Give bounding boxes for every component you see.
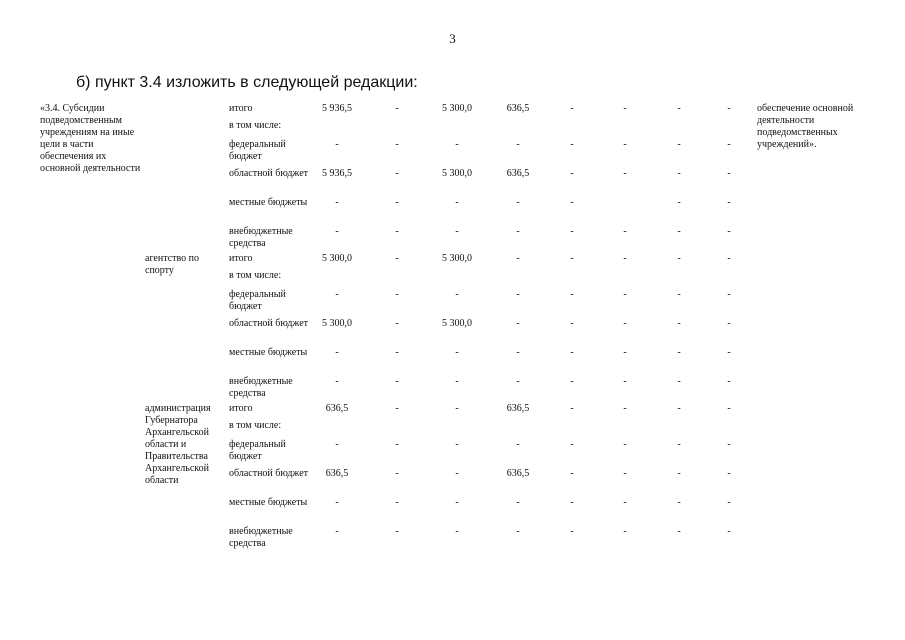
table-cell: - [395, 468, 399, 479]
funding-source-label: в том числе: [229, 120, 282, 131]
table-cell: - [335, 347, 339, 358]
table-cell: - [395, 197, 399, 208]
table-cell: - [677, 318, 681, 329]
table-cell: - [677, 253, 681, 264]
table-cell: - [335, 526, 339, 537]
funding-source-label: местные бюджеты [229, 197, 308, 208]
table-cell: - [623, 439, 627, 450]
funding-source-label: федеральный бюджет [229, 439, 286, 462]
table-cell: - [395, 526, 399, 537]
table-cell: 636,5 [506, 468, 530, 479]
table-cell: - [623, 497, 627, 508]
table-cell: 5 300,0 [442, 103, 472, 114]
table-cell: - [623, 376, 627, 387]
table-cell: - [455, 468, 459, 479]
table-cell: - [727, 347, 731, 358]
table-cell: - [570, 103, 574, 114]
table-cell: - [570, 253, 574, 264]
table-cell: - [395, 168, 399, 179]
table-cell: - [395, 226, 399, 237]
table-cell: - [455, 497, 459, 508]
table-cell: - [570, 526, 574, 537]
table-cell: - [727, 439, 731, 450]
table-cell: - [570, 376, 574, 387]
table-cell: - [727, 376, 731, 387]
table-cell: - [455, 347, 459, 358]
table-cell: - [335, 497, 339, 508]
table-cell: - [677, 197, 681, 208]
table-cell: - [677, 468, 681, 479]
table-cell: - [677, 226, 681, 237]
table-cell: - [455, 376, 459, 387]
page-number: 3 [449, 31, 456, 46]
table-cell: - [516, 376, 520, 387]
funding-source-label: федеральный бюджет [229, 139, 286, 162]
table-cell: - [727, 168, 731, 179]
table-cell: - [395, 139, 399, 150]
table-cell: - [335, 289, 339, 300]
table-cell: 5 300,0 [442, 318, 472, 329]
table-cell: - [455, 197, 459, 208]
table-cell: - [570, 168, 574, 179]
funding-source-label: местные бюджеты [229, 497, 308, 508]
table-cell: 636,5 [506, 403, 530, 414]
table-cell: - [623, 526, 627, 537]
table-cell: - [623, 253, 627, 264]
subject-cell: «3.4. Субсидии подведомственным учреждениям на иные цели в части обеспечения их основной деятельности [40, 103, 141, 174]
funding-source-label: итого [229, 403, 253, 414]
table-cell: - [455, 139, 459, 150]
table-cell: - [335, 376, 339, 387]
table-cell: - [677, 168, 681, 179]
table-cell: - [623, 347, 627, 358]
table-cell: - [727, 497, 731, 508]
responsible-executor: администрация Губернатора Архангельской области и Правительства Архангельской области [145, 403, 211, 486]
table-cell: - [516, 439, 520, 450]
table-cell: - [335, 439, 339, 450]
table-cell: - [727, 468, 731, 479]
table-cell: - [516, 347, 520, 358]
result-cell: обеспечение основной деятельности подведомственных учреждений». [757, 103, 854, 150]
funding-source-label: федеральный бюджет [229, 289, 286, 312]
funding-source-label: областной бюджет [229, 318, 309, 329]
table-cell: - [395, 347, 399, 358]
funding-source-label: областной бюджет [229, 468, 309, 479]
table-cell: - [623, 226, 627, 237]
table-cell: - [395, 103, 399, 114]
table-cell: - [570, 289, 574, 300]
table-cell: 5 300,0 [322, 318, 352, 329]
table-cell: 5 936,5 [322, 168, 352, 179]
table-cell: - [727, 318, 731, 329]
table-cell: - [570, 318, 574, 329]
table-cell: - [727, 226, 731, 237]
table-cell: - [335, 226, 339, 237]
table-cell: - [395, 439, 399, 450]
table-cell: - [516, 318, 520, 329]
table-cell: - [570, 226, 574, 237]
table-cell: - [677, 376, 681, 387]
table-cell: - [335, 139, 339, 150]
table-cell: - [395, 318, 399, 329]
table-cell: - [570, 439, 574, 450]
table-cell: - [570, 468, 574, 479]
table-cell: - [623, 468, 627, 479]
funding-source-label: итого [229, 253, 253, 264]
table-cell: - [677, 439, 681, 450]
table-cell: - [570, 497, 574, 508]
table-cell: - [727, 403, 731, 414]
table-cell: - [623, 318, 627, 329]
table-cell: - [516, 197, 520, 208]
section-heading: б) пункт 3.4 изложить в следующей редакции: [76, 74, 418, 91]
table-cell: - [570, 347, 574, 358]
table-cell: - [677, 139, 681, 150]
funding-source-label: внебюджетные средства [229, 526, 293, 549]
table-cell: - [395, 497, 399, 508]
table-cell: - [455, 403, 459, 414]
table-cell: - [623, 168, 627, 179]
table-cell: - [677, 347, 681, 358]
table-cell: - [727, 289, 731, 300]
funding-source-label: внебюджетные средства [229, 226, 293, 249]
funding-source-label: областной бюджет [229, 168, 309, 179]
table-cell: - [570, 403, 574, 414]
funding-source-label: в том числе: [229, 420, 282, 431]
table-cell: - [516, 226, 520, 237]
table-cell: - [455, 526, 459, 537]
table-cell: - [727, 526, 731, 537]
table-cell: - [395, 289, 399, 300]
table-cell: - [570, 197, 574, 208]
table-cell: 636,5 [325, 468, 349, 479]
table-cell: - [677, 403, 681, 414]
table-cell: - [677, 103, 681, 114]
funding-source-label: местные бюджеты [229, 347, 308, 358]
table-cell: 5 300,0 [442, 253, 472, 264]
table-cell: 636,5 [506, 103, 530, 114]
table-cell: - [623, 103, 627, 114]
table-cell: - [677, 526, 681, 537]
table-cell: 5 300,0 [442, 168, 472, 179]
table-cell: - [395, 403, 399, 414]
table-cell: - [623, 139, 627, 150]
table-cell: - [516, 289, 520, 300]
responsible-executor: агентство по спорту [145, 253, 200, 276]
table-cell: - [677, 497, 681, 508]
table-cell: - [395, 376, 399, 387]
table-cell: - [516, 253, 520, 264]
table-cell: - [727, 197, 731, 208]
table-cell: - [335, 197, 339, 208]
funding-source-label: итого [229, 103, 253, 114]
table-cell: - [395, 253, 399, 264]
table-cell: 5 300,0 [322, 253, 352, 264]
table-cell: - [570, 139, 574, 150]
table-cell: - [623, 403, 627, 414]
funding-source-label: в том числе: [229, 270, 282, 281]
table-cell: - [516, 526, 520, 537]
table-cell: - [677, 289, 681, 300]
table-cell: - [727, 139, 731, 150]
table-cell: 636,5 [325, 403, 349, 414]
table-cell: - [455, 289, 459, 300]
table-cell: - [455, 439, 459, 450]
table-cell: - [455, 226, 459, 237]
table-cell: - [727, 253, 731, 264]
table-cell: 5 936,5 [322, 103, 352, 114]
funding-source-label: внебюджетные средства [229, 376, 293, 399]
table-cell: - [727, 103, 731, 114]
table-cell: - [516, 139, 520, 150]
table-cell: 636,5 [506, 168, 530, 179]
table-cell: - [516, 497, 520, 508]
table-cell: - [623, 289, 627, 300]
